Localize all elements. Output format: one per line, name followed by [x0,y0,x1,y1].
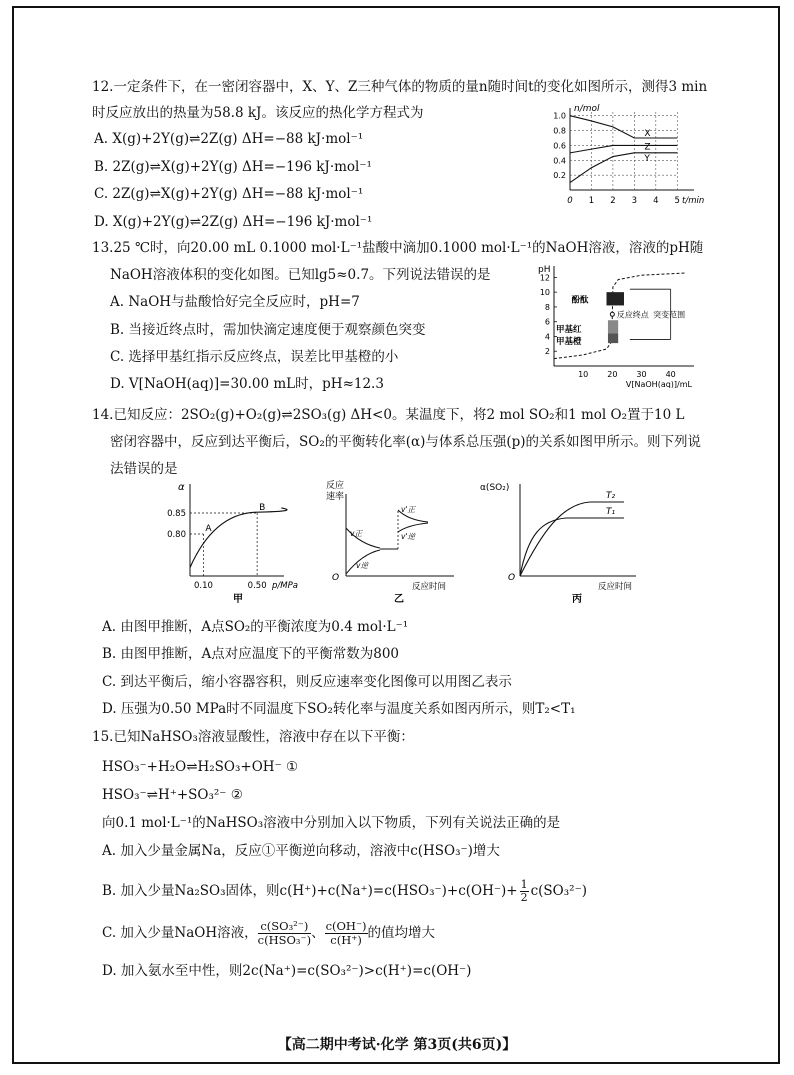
figure-caption-yi: 乙 [394,594,404,604]
x-tick-label: 0.50 [247,581,267,591]
q14-option-a: A. 由图甲推断，A点SO₂的平衡浓度为0.4 mol·L⁻¹ [102,619,409,635]
fraction-denominator: 2 [520,891,528,904]
q13-option-d: D. V[NaOH(aq)]=30.00 mL时，pH≈12.3 [110,376,384,392]
q13-option-c: C. 选择甲基红指示反应终点，误差比甲基橙的小 [110,349,399,365]
series-label-T2: T₂ [606,491,616,501]
x-tick-label: 0.10 [193,581,213,591]
q15-option-a: A. 加入少量金属Na，反应①平衡逆向移动，溶液中c(HSO₃⁻)增大 [102,843,500,859]
x-tick-label: 5 [674,196,680,206]
q15-equilibrium-1: HSO₃⁻+H₂O⇌H₂SO₃+OH⁻ ① [102,759,299,775]
label-methyl-orange: 甲基橙 [556,336,582,347]
q14-option-b: B. 由图甲推断，A点对应温度下的平衡常数为800 [102,646,400,662]
label-jump-range: 突变范围 [653,310,686,320]
x-tick-label: 1 [588,196,595,206]
series-line-X [570,116,677,138]
q12-option-a: A. X(g)+2Y(g)⇌2Z(g) ΔH=−88 kJ·mol⁻¹ [94,131,364,147]
q12-chart [548,104,708,208]
series-line-Y [570,153,677,183]
x-tick-label: 40 [665,370,676,379]
q13-titration-chart [528,262,706,388]
q14-option-c: C. 到达平衡后，缩小容器容积，则反应速率变化图像可以用图乙表示 [102,674,512,690]
fraction-numerator: 1 [520,878,528,891]
x-tick-label: 20 [607,370,618,379]
q12-option-b: B. 2Z(g)⇌X(g)+2Y(g) ΔH=−196 kJ·mol⁻¹ [94,159,372,175]
x-tick-label: 4 [653,196,659,206]
fraction-numerator: c(OH⁻) [325,919,367,933]
page-footer: 【高二期中考试·化学 第3页(共6页)】 [277,1037,517,1053]
y-tick-label: 6 [544,317,550,327]
q15-option-c-fraction-1 [258,920,311,947]
origin-label: O [332,573,340,583]
curve-v-reverse-new [398,523,428,532]
label-v-reverse: v逆 [356,561,368,570]
q15-option-b-tail: c(SO₃²⁻) [530,883,587,899]
q15-option-c [102,920,435,947]
y-axis-label: pH [538,265,551,275]
q15-equilibrium-2: HSO₃⁻⇌H⁺+SO₃²⁻ ② [102,787,243,803]
q13-option-b: B. 当接近终点时，需加快滴定速度便于观察颜色突变 [110,322,426,338]
q15-stem-line1: 15.已知NaHSO₃溶液显酸性，溶液中存在以下平衡： [92,729,414,745]
q13-stem-line2: NaOH溶液体积的变化如图。已知lg5≈0.7。下列说法错误的是 [110,267,491,283]
series-label-T1: T₁ [606,507,616,517]
point-label-B: B [259,503,266,513]
y-tick-label: 12 [539,273,550,283]
y-tick-label: 1.0 [553,111,566,121]
y-tick-label: 0.4 [553,156,566,166]
series-label-X: X [644,129,651,139]
figure-caption-bing: 丙 [572,594,582,604]
label-methyl-red: 甲基红 [556,325,582,336]
y-tick-label: 4 [544,332,550,342]
q14-stem-line2: 密闭容器中，反应到达平衡后，SO₂的平衡转化率(α)与体系总压强(p)的关系如图甲所示。则下列说 [110,434,702,450]
x-tick-label: 2 [610,196,616,206]
y-axis-label-line2: 速率 [326,492,345,502]
q15-stem-line2: 向0.1 mol·L⁻¹的NaHSO₃溶液中分别加入以下物质，下列有关说法正确的是 [102,815,561,831]
alpha-curve [190,508,287,568]
y-tick-label: 0.80 [167,530,186,540]
figure-caption-jia: 甲 [233,594,243,604]
q13-stem-line1: 13.25 ℃时，向20.00 mL 0.1000 mol·L⁻¹盐酸中滴加0.1000 mol·L⁻¹的NaOH溶液，溶液的pH随 [92,240,704,256]
x-axis-label: p/MPa [272,581,298,591]
y-tick-label: 0.85 [167,509,186,519]
q15-option-c-fraction-2 [325,920,368,947]
q15-option-d: D. 加入氨水至中性，则2c(Na⁺)=c(SO₃²⁻)>c(H⁺)=c(OH⁻) [102,963,472,979]
y-axis-label: α [178,482,185,493]
q12-option-c: C. 2Z(g)⇌X(g)+2Y(g) ΔH=−88 kJ·mol⁻¹ [94,186,364,202]
label-v-forward: v正 [350,529,362,538]
phenolphthalein-range-bar [607,292,625,305]
q14-option-d: D. 压强为0.50 MPa时不同温度下SO₂转化率与温度关系如图丙所示，则T₂<T₁ [102,701,576,717]
y-axis-label: α(SO₂) [480,483,510,493]
y-axis-label: n/mol [574,104,600,114]
label-v-forward-new: v'正 [401,505,416,514]
q15-option-b [102,879,587,904]
x-axis-label: 反应时间 [597,582,632,592]
q14-figure-yi [318,478,468,604]
x-tick-label: 30 [636,370,647,379]
y-tick-label: 8 [544,302,550,312]
q15-option-c-separator: 、 [311,925,325,941]
methyl-red-range-bar [608,320,618,333]
label-endpoint: 反应终点 [616,310,649,320]
y-axis-label-line1: 反应 [326,481,345,491]
q14-figure-jia [158,478,298,604]
point-label-A: A [205,524,212,534]
endpoint-marker [610,312,614,316]
series-label-Z: Z [644,142,651,153]
x-tick-label: 10 [578,370,589,379]
q12-stem-line2: 时反应放出的热量为58.8 kJ。该反应的热化学方程式为 [92,105,424,121]
y-tick-label: 2 [544,347,550,357]
fraction-denominator: c(H⁺) [330,933,362,947]
q15-option-c-post: 的值均增大 [367,925,436,941]
x-tick-label: 0 [567,196,573,206]
origin-label: O [508,573,516,583]
q14-figure-bing [478,478,648,604]
q15-option-b-text: B. 加入少量Na₂SO₃固体，则c(H⁺)+c(Na⁺)=c(HSO₃⁻)+c(OH⁻)+ [102,883,518,899]
fraction-denominator: c(HSO₃⁻) [257,933,312,947]
series-label-Y: Y [644,153,650,164]
label-v-reverse-new: v'逆 [401,532,416,541]
x-axis-label: 反应时间 [411,582,446,592]
x-axis-label: V[NaOH(aq)]/mL [625,380,692,388]
q14-stem-line1: 14.已知反应：2SO₂(g)+O₂(g)⇌2SO₃(g) ΔH<0。某温度下，将2 mol SO₂和1 mol O₂置于10 L [92,407,685,423]
label-phenolphthalein: 酚酞 [571,295,589,306]
y-tick-label: 10 [539,288,550,298]
q13-option-a: A. NaOH与盐酸恰好完全反应时，pH=7 [110,294,360,310]
q12-stem-line1: 12.一定条件下，在一密闭容器中，X、Y、Z三种气体的物质的量n随时间t的变化如图所示，测得3 min [92,79,708,95]
x-tick-label: 3 [631,196,638,206]
x-axis-label: t/min [682,196,705,206]
y-tick-label: 0.6 [553,141,566,151]
q15-option-b-fraction [520,879,529,904]
methyl-orange-range-bar [608,334,618,344]
q12-option-d: D. X(g)+2Y(g)⇌2Z(g) ΔH=−196 kJ·mol⁻¹ [94,214,373,230]
y-tick-label: 0.2 [553,171,566,181]
series-line-Z [570,145,677,152]
q15-option-c-pre: C. 加入少量NaOH溶液， [102,925,258,941]
y-tick-label: 0.8 [553,126,566,136]
fraction-numerator: c(SO₃²⁻) [258,920,311,934]
q14-stem-line3: 法错误的是 [110,461,178,477]
